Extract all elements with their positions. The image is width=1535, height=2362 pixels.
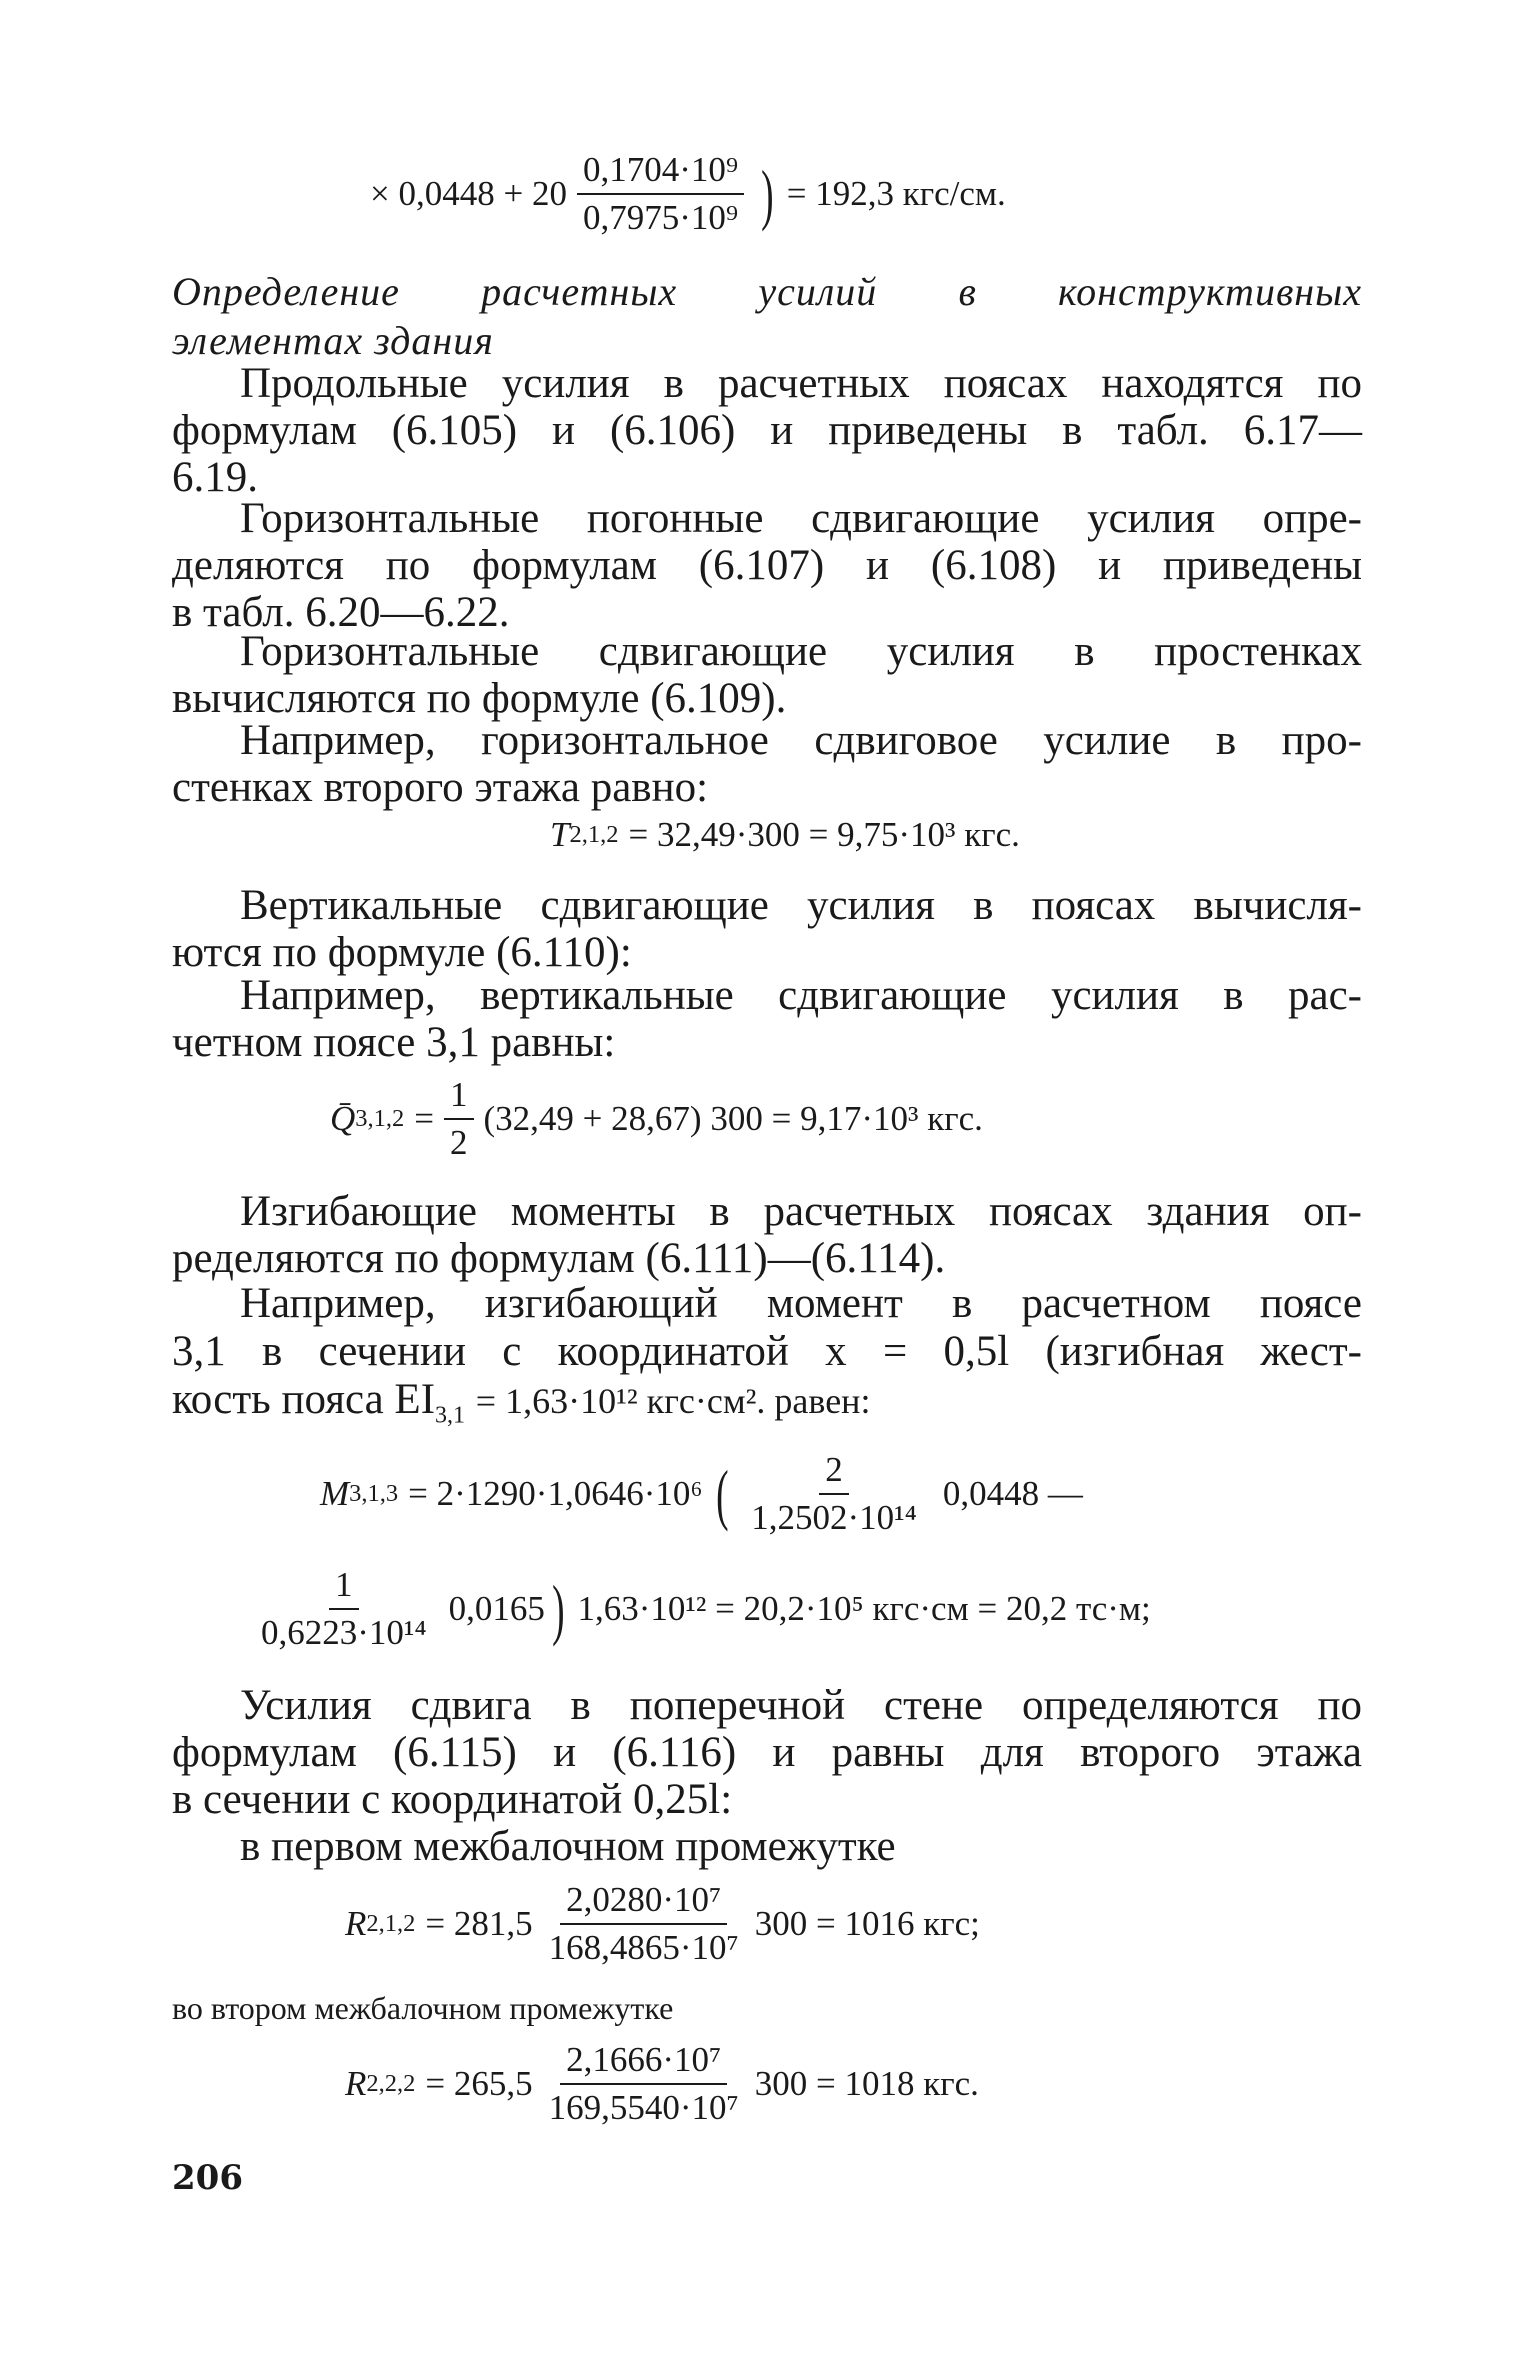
eq0-numerator: 0,1704·10⁹ <box>577 150 744 195</box>
p8-line-3 <box>172 1376 1362 1440</box>
eq3-d: 1,63·10¹² = 20,2·10⁵ кгс·см = 20,2 тс·м; <box>577 1589 1151 1629</box>
paragraph-longitudinal-forces <box>172 360 1362 501</box>
eq0-fraction <box>577 150 744 239</box>
eq5-a: = 265,5 <box>425 2064 533 2104</box>
equation-result-192 <box>370 150 1006 239</box>
equation-M313-line-2 <box>245 1565 1151 1654</box>
eq0-paren: ) <box>761 156 774 233</box>
p6-line-1: Например, вертикальные сдвигающие усилия в рас- <box>240 972 1362 1019</box>
paragraph-vertical-forces <box>172 882 1362 976</box>
p1-line-3: 6.19. <box>172 454 258 501</box>
paragraph-horizontal-forces <box>172 495 1362 636</box>
p8-line-3-end: = 1,63·10¹² кгс·см². равен: <box>475 1381 871 1421</box>
paragraph-example-moment <box>172 1280 1362 1440</box>
eq5-fraction <box>543 2040 745 2129</box>
eq1-rhs: = 32,49·300 = 9,75·10³ кгс. <box>628 815 1020 854</box>
eq3-denominator-1: 1,2502·10¹⁴ <box>751 1498 917 1538</box>
eq3-numerator-1: 2 <box>819 1450 849 1495</box>
p2-line-1: Горизонтальные погонные сдвигающие усилия опре- <box>240 495 1362 542</box>
eq4-lhs: R <box>345 1904 367 1944</box>
eq3-open-paren: ( <box>715 1456 729 1533</box>
eq0-left: × 0,0448 + 20 <box>370 174 567 214</box>
p8-line-2: 3,1 в сечении с координатой x = 0,5l (изгибная жест- <box>172 1328 1362 1375</box>
eq5-sub: 2,2,2 <box>366 2070 416 2098</box>
p1-line-2: формулам (6.105) и (6.106) и приведены в табл. 6.17— <box>172 407 1362 454</box>
eq3-fraction-2 <box>255 1565 433 1654</box>
eq3-b: 0,0448 — <box>942 1474 1083 1514</box>
p8-line-1: Например, изгибающий момент в расчетном поясе <box>240 1280 1362 1327</box>
eq4-fraction <box>543 1880 745 1969</box>
eq3-lhs: M <box>320 1474 350 1514</box>
p4-line-1: Например, горизонтальное сдвиговое усилие в про- <box>240 717 1362 764</box>
equation-R212 <box>345 1880 980 1969</box>
eq0-right: = 192,3 кгс/см. <box>786 174 1006 214</box>
p9-line-2: формулам (6.115) и (6.116) и равны для второго этажа <box>172 1729 1362 1776</box>
p9-line-3: в сечении с координатой 0,25l: <box>172 1776 733 1823</box>
eq3-fraction-1 <box>745 1450 923 1539</box>
eq2-rhs: (32,49 + 28,67) 300 = 9,17·10³ кгс. <box>483 1099 983 1139</box>
heading-line-1: Определение расчетных усилий в конструктивных <box>172 269 1362 314</box>
eq2-numerator: 1 <box>444 1075 474 1120</box>
p5-line-2: ются по формуле (6.110): <box>172 929 632 976</box>
eq3-numerator-2: 1 <box>329 1565 359 1610</box>
heading-line-2: элементах здания <box>172 318 494 363</box>
eq1-lhs: T <box>550 815 570 854</box>
eq4-sub: 2,1,2 <box>366 1910 416 1938</box>
paragraph-second-interbeam <box>172 1990 673 2027</box>
p5-line-1: Вертикальные сдвигающие усилия в поясах вычисля- <box>240 882 1362 929</box>
paragraph-shear-transverse-wall <box>172 1682 1362 1870</box>
eq4-a: = 281,5 <box>425 1904 533 1944</box>
p2-line-2: деляются по формулам (6.107) и (6.108) и приведены <box>172 542 1362 589</box>
eq2-fraction <box>444 1075 474 1164</box>
page-number: 206 <box>172 2158 243 2198</box>
equation-Q312 <box>330 1075 983 1164</box>
p3-line-1: Горизонтальные сдвигающие усилия в простенках <box>240 628 1362 675</box>
eq5-denominator: 169,5540·10⁷ <box>548 2088 739 2128</box>
eq5-lhs: R <box>345 2064 367 2104</box>
paragraph-piers <box>172 628 1362 722</box>
eq2-eqsign: = <box>414 1099 435 1139</box>
p8-stiffness-sub: 3,1 <box>435 1402 466 1429</box>
eq3-close-paren: ) <box>551 1571 565 1648</box>
eq5-b: 300 = 1018 кгс. <box>754 2064 979 2104</box>
p9-line-4: в первом межбалочном промежутке <box>240 1823 896 1870</box>
eq1-sub: 2,1,2 <box>569 821 619 848</box>
eq3-sub: 3,1,3 <box>349 1480 399 1508</box>
p9-line-1: Усилия сдвига в поперечной стене определяются по <box>240 1682 1362 1729</box>
paragraph-example-vertical <box>172 972 1362 1066</box>
eq5-numerator: 2,1666·10⁷ <box>560 2040 727 2085</box>
eq4-denominator: 168,4865·10⁷ <box>548 1928 739 1968</box>
eq2-denominator: 2 <box>450 1123 468 1163</box>
p2-line-3: в табл. 6.20—6.22. <box>172 589 510 636</box>
equation-T212 <box>550 815 1020 855</box>
p1-line-1: Продольные усилия в расчетных поясах находятся по <box>240 360 1362 407</box>
eq4-b: 300 = 1016 кгс; <box>754 1904 980 1944</box>
eq0-denominator: 0,7975·10⁹ <box>582 198 739 238</box>
eq2-lhs: Q̄ <box>330 1099 356 1139</box>
p7-line-2: ределяются по формулам (6.111)—(6.114). <box>172 1235 946 1282</box>
p7-line-1: Изгибающие моменты в расчетных поясах здания оп- <box>240 1188 1362 1235</box>
eq3-denominator-2: 0,6223·10¹⁴ <box>261 1613 427 1653</box>
p6-line-2: четном поясе 3,1 равны: <box>172 1019 616 1066</box>
p3-line-2: вычисляются по формуле (6.109). <box>172 675 787 722</box>
p8-line-3-text: кость пояса EI <box>172 1376 436 1423</box>
eq3-c: 0,0165 <box>448 1589 545 1629</box>
eq4-numerator: 2,0280·10⁷ <box>560 1880 727 1925</box>
eq3-a: = 2·1290·1,0646·10⁶ <box>408 1474 703 1514</box>
equation-M313-line-1 <box>320 1450 1083 1539</box>
equation-R222 <box>345 2040 979 2129</box>
p10-text: во втором межбалочном промежутке <box>172 1990 674 2026</box>
eq2-sub: 3,1,2 <box>355 1105 405 1133</box>
p4-line-2: стенках второго этажа равно: <box>172 764 709 811</box>
paragraph-bending-moments <box>172 1188 1362 1282</box>
paragraph-example-horizontal <box>172 717 1362 811</box>
section-heading <box>172 268 1362 364</box>
